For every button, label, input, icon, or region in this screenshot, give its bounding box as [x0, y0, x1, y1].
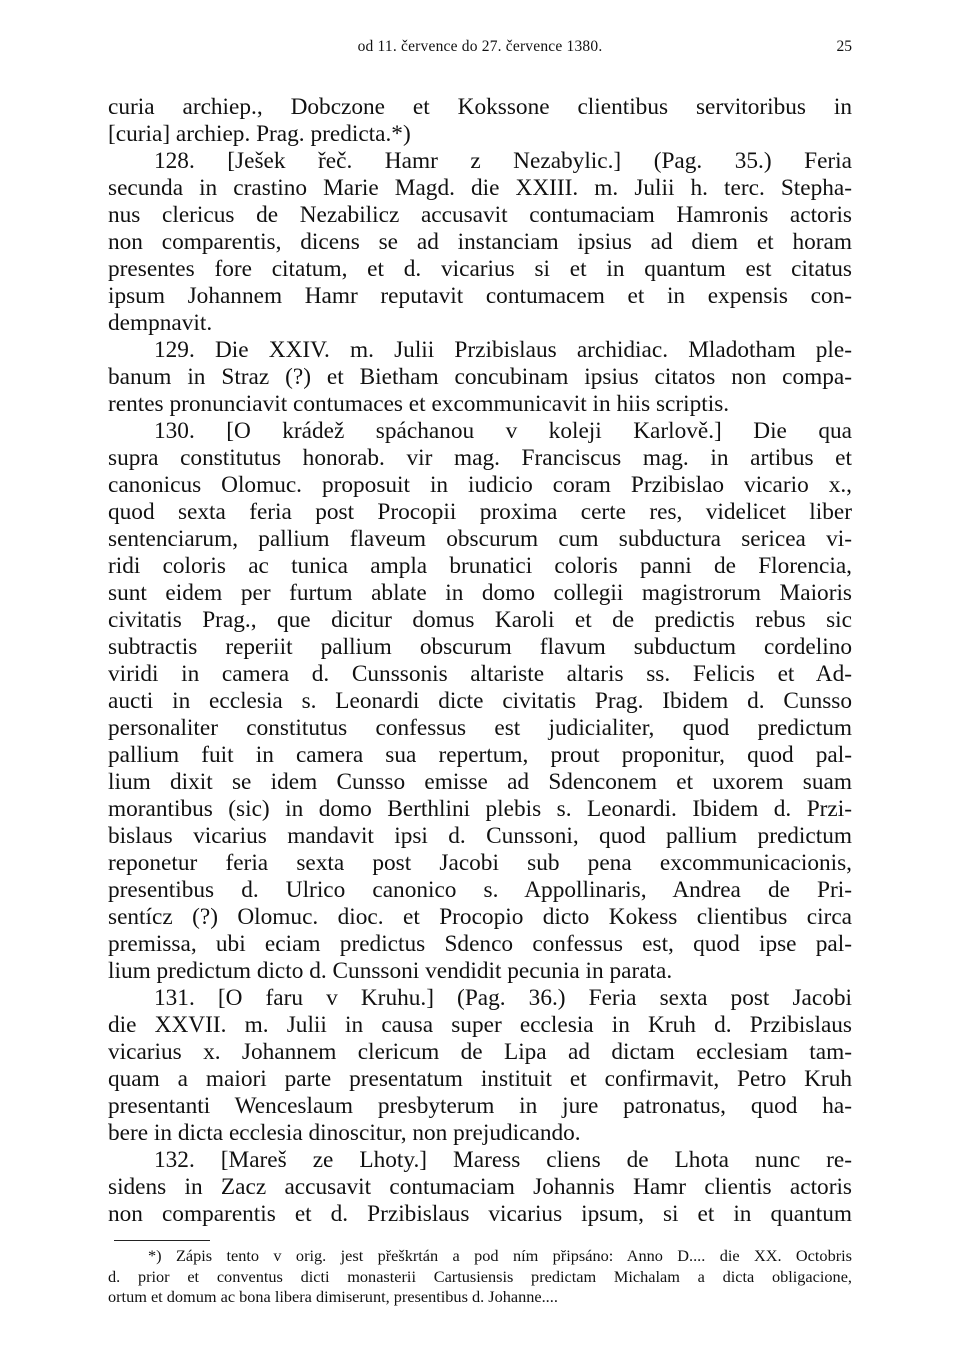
page-header	[108, 38, 852, 62]
text-line: die XXVII. m. Julii in causa super ecclesia in Kruh d. Przibislaus	[108, 1012, 852, 1038]
text-line: vicarius x. Johannem clericum de Lipa ad dictam ecclesiam tam-	[108, 1039, 852, 1065]
text-line: rentes pronunciavit contumaces et excommunicavit in hiis scriptis.	[108, 391, 730, 417]
text-line: curia archiep., Dobczone et Kokssone clientibus servitoribus in	[108, 94, 852, 120]
text-line: sidens in Zacz accusavit contumaciam Johannis Hamr clientis actoris	[108, 1174, 852, 1200]
text-line: bislaus vicarius mandavit ipsi d. Cunssoni, quod pallium predictum	[108, 823, 852, 849]
text-line: 131. [O faru v Kruhu.] (Pag. 36.) Feria sexta post Jacobi	[154, 985, 852, 1011]
text-line: viridi in camera d. Cunssonis altariste altaris ss. Felicis et Ad-	[108, 661, 852, 687]
text-line: non comparentis, dicens se ad instanciam ipsius ad diem et horam	[108, 229, 852, 255]
text-line: morantibus (sic) in domo Berthlini plebis s. Leonardi. Ibidem d. Przi-	[108, 796, 852, 822]
text-line: presentibus d. Ulrico canonico s. Appollinaris, Andrea de Pri-	[108, 877, 852, 903]
text-line: non comparentis et d. Przibislaus vicarius ipsum, si et in quantum	[108, 1201, 852, 1227]
text-line: lium predictum dicto d. Cunssoni vendidit pecunia in parata.	[108, 958, 673, 984]
text-line: canonicus Olomuc. proposuit in iudicio coram Przibislao vicario x.,	[108, 472, 852, 498]
main-text	[108, 94, 852, 1228]
text-line: aucti in ecclesia s. Leonardi dicte civitatis Prag. Ibidem d. Cunsso	[108, 688, 852, 714]
text-line: personaliter constitutus confessus est judicialiter, quod predictum	[108, 715, 852, 741]
text-line: 128. [Ješek řeč. Hamr z Nezabylic.] (Pag. 35.) Feria	[154, 148, 852, 174]
text-line: [curia] archiep. Prag. predicta.*)	[108, 121, 411, 147]
page-number: 25	[836, 38, 852, 55]
footnote-line: ortum et domum ac bona libera dimiserunt, presentibus d. Johanne....	[108, 1287, 558, 1306]
text-line: quod sexta feria post Procopii proxima certe res, videlicet liber	[108, 499, 852, 525]
footnote-divider	[114, 1240, 210, 1241]
text-line: presentes fore citatum, et d. vicarius si et in quantum est citatus	[108, 256, 852, 282]
text-line: lium dixit se idem Cunsso emisse ad Sdenconem et uxorem suam	[108, 769, 852, 795]
text-line: 132. [Mareš ze Lhoty.] Maress cliens de Lhota nunc re-	[154, 1147, 852, 1173]
text-line: secunda in crastino Marie Magd. die XXIII. m. Julii h. terc. Stepha-	[108, 175, 852, 201]
running-title: od 11. července do 27. července 1380.	[357, 38, 603, 55]
text-line: supra constitutus honorab. vir mag. Franciscus mag. in artibus et	[108, 445, 852, 471]
text-line: premissa, ubi eciam predictus Sdenco confessus est, quod ipse pal-	[108, 931, 852, 957]
text-line: nus clericus de Nezabilicz accusavit contumaciam Hamronis actoris	[108, 202, 852, 228]
text-line: quam a maiori parte presentatum instituit et confirmavit, Petro Kruh	[108, 1066, 852, 1092]
text-line: pallium fuit in camera sua repertum, prout proponitur, quod pal-	[108, 742, 852, 768]
text-line: sunt eidem per furtum ablate in domo collegii magistrorum Maioris	[108, 580, 852, 606]
footnotes	[108, 1246, 852, 1308]
footnote-line: d. prior et conventus dicti monasterii Cartusiensis predictam Michalam a dicta obligacione,	[108, 1266, 852, 1286]
text-line: dempnavit.	[108, 310, 213, 336]
text-line: reponetur feria sexta post Jacobi sub pena excommunicacionis,	[108, 850, 852, 876]
text-line: ipsum Johannem Hamr reputavit contumacem et in expensis con-	[108, 283, 852, 309]
text-line: sentenciarum, pallium flaveum obscurum cum subductura sericea vi-	[108, 526, 852, 552]
text-line: banum in Straz (?) et Bietham concubinam ipsius citatos non compa-	[108, 364, 852, 390]
text-line: presentanti Wenceslaum presbyterum in jure patronatus, quod ha-	[108, 1093, 852, 1119]
text-line: 129. Die XXIV. m. Julii Przibislaus archidiac. Mladotham ple-	[154, 337, 852, 363]
text-line: ridi coloris ac tunica ampla brunatici coloris panni de Florencia,	[108, 553, 852, 579]
text-line: civitatis Prag., que dicitur domus Karoli et de predictis rebus sic	[108, 607, 852, 633]
text-line: 130. [O krádež spáchanou v koleji Karlově.] Die qua	[154, 418, 852, 444]
text-line: sentícz (?) Olomuc. dioc. et Procopio dicto Kokess clientibus circa	[108, 904, 852, 930]
text-line: subtractis reperiit pallium obscurum flavum subductum cordelino	[108, 634, 852, 660]
footnote-line: *) Zápis tento v orig. jest přeškrtán a pod ním připsáno: Anno D.... die XX. Octobris	[148, 1246, 852, 1265]
text-line: bere in dicta ecclesia dinoscitur, non prejudicando.	[108, 1120, 581, 1146]
